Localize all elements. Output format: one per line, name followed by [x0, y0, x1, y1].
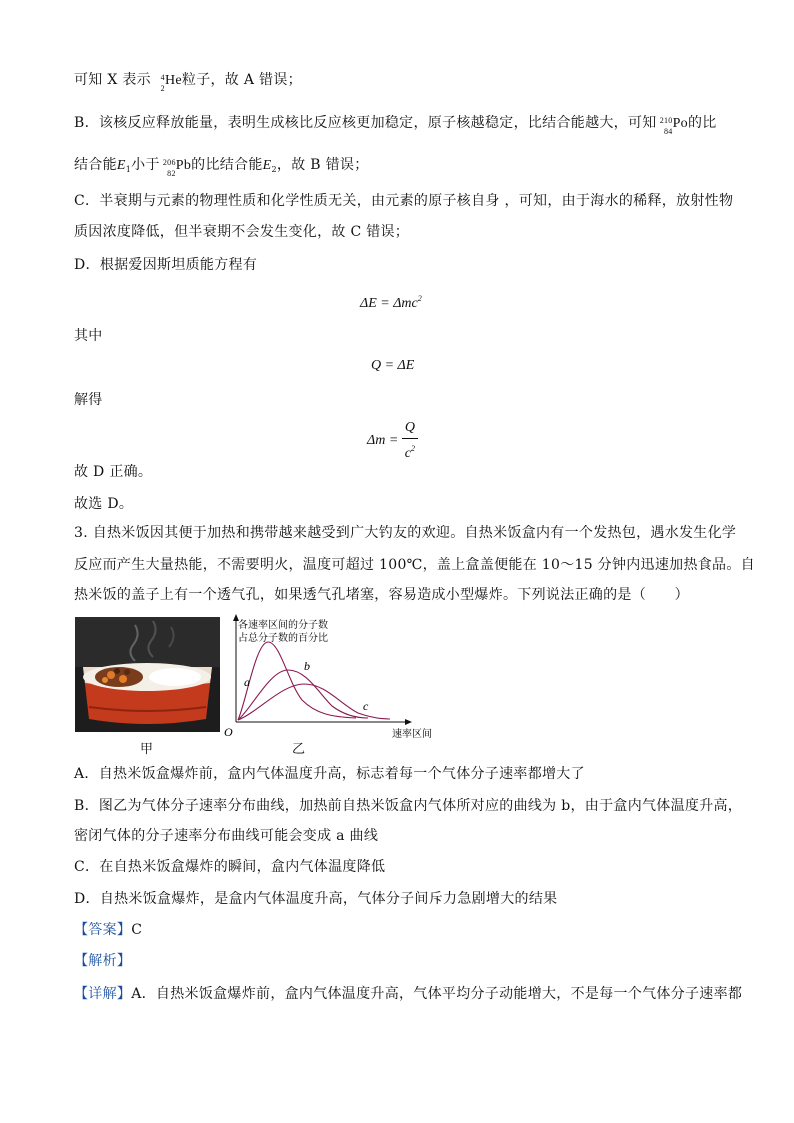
- question-3-line-2: 反应而产生大量热能，不需要明火，温度可超过 100℃，盖上盒盖便能在 10～15 分钟内迅速加热食品。自: [74, 557, 755, 573]
- option-b-line-1: B．图乙为气体分子速率分布曲线，加热前自热米饭盒内气体所对应的曲线为 b，由于盒内气体温度升高，: [74, 798, 743, 814]
- equation-1: ΔE = Δmc$^2$: [360, 294, 422, 311]
- option-b-line-2: 密闭气体的分子速率分布曲线可能会变成 a 曲线: [74, 828, 379, 844]
- x-axis-label: 速率区间: [392, 729, 432, 740]
- equation-3: Δm = $\frac{Q}{c^2}$: [367, 418, 418, 464]
- detail-label: 【详解】: [74, 986, 132, 1002]
- text-line-3: 结合能$E_1$小于 206 82 Pb的比结合能$E_2$，故 B 错误；: [74, 157, 369, 178]
- question-3-line-1: 3. 自热米饭因其便于加热和携带越来越受到广大钓友的欢迎。自热米饭盒内有一个发热包，遇水发生化学: [74, 525, 737, 541]
- curve-b: [238, 670, 368, 720]
- nuclide-pb: 206 82: [162, 158, 176, 178]
- answer-line: [74, 920, 142, 940]
- text-line-8: 解得: [74, 392, 103, 408]
- detail-text: A．自热米饭盒爆炸前，盒内气体温度升高，气体平均分子动能增大，不是每一个气体分子速率都: [131, 986, 743, 1002]
- figure-caption-jia: 甲: [140, 742, 154, 757]
- speed-distribution-chart: [222, 612, 440, 742]
- self-heating-rice-photo: [75, 617, 220, 732]
- text-line-6: D．根据爱因斯坦质能方程有: [74, 257, 258, 273]
- analysis-label: 【解析】: [74, 953, 132, 969]
- question-3-line-3: 热米饭的盖子上有一个透气孔，如果透气孔堵塞，容易造成小型爆炸。下列说法正确的是（ ）: [74, 587, 689, 603]
- curve-a: [238, 642, 356, 720]
- figure-caption-yi: 乙: [292, 742, 306, 757]
- equation-2: Q = ΔE: [371, 358, 415, 373]
- detail-line: [74, 984, 742, 1004]
- y-axis-label-1: 各速率区间的分子数: [238, 620, 328, 631]
- answer-label: 【答案】: [74, 922, 132, 938]
- text-line-9: 故 D 正确。: [74, 464, 153, 480]
- origin-label: O: [224, 725, 233, 739]
- option-c: C．在自热米饭盒爆炸的瞬间，盒内气体温度降低: [74, 859, 386, 875]
- y-axis-label-2: 占总分子数的百分比: [238, 633, 328, 644]
- option-a: A．自热米饭盒爆炸前，盒内气体温度升高，标志着每一个气体分子速率都增大了: [74, 766, 585, 782]
- curve-a-label: a: [244, 675, 250, 689]
- x-axis-arrow: [405, 719, 412, 725]
- option-d: D．自热米饭盒爆炸，是盒内气体温度升高，气体分子间斥力急剧增大的结果: [74, 891, 558, 907]
- text-line-10: 故选 D。: [74, 496, 134, 512]
- text-line-7: 其中: [74, 328, 103, 344]
- text-line-4: C．半衰期与元素的物理性质和化学性质无关，由元素的原子核自身 ，可知，由于海水的稀释，放射性物: [74, 193, 734, 209]
- curve-b-label: b: [304, 659, 310, 673]
- text-line-2: B．该核反应释放能量，表明生成核比反应核更加稳定，原子核越稳定，比结合能越大，可知 210 84 Po的比: [74, 115, 717, 136]
- text-line-5: 质因浓度降低，但半衰期不会发生变化，故 C 错误；: [74, 224, 410, 240]
- equation-3-fraction: $\frac{Q}{c^2}$: [402, 418, 418, 464]
- text-line-1: 可知 X 表示 4 2 He粒子，故 A 错误；: [74, 72, 302, 93]
- nuclide-po: 210 84: [659, 116, 673, 136]
- answer-value: C: [131, 922, 143, 938]
- curve-c-label: c: [363, 699, 369, 713]
- nuclide-he: 4 2: [160, 73, 165, 93]
